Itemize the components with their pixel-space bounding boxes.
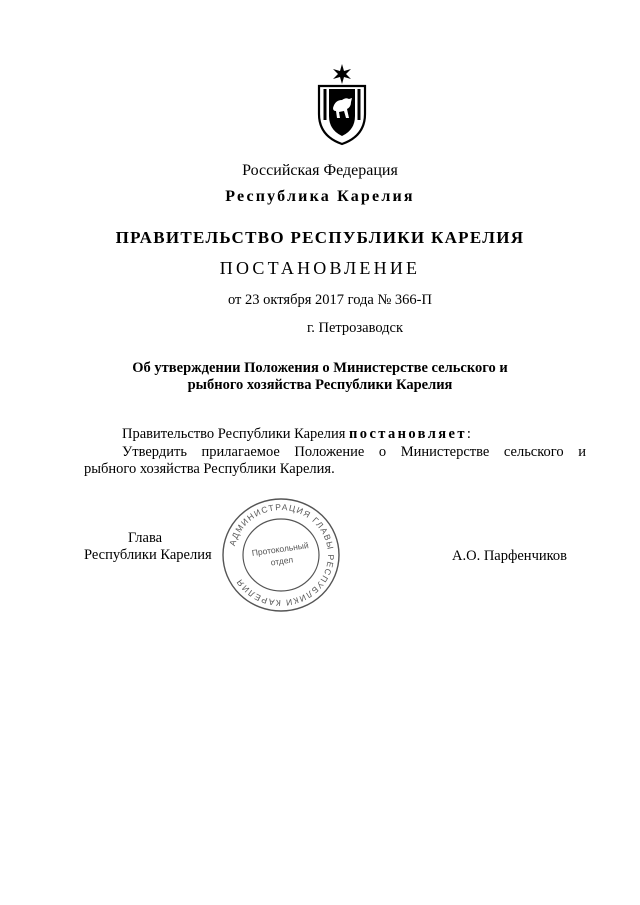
stamp-inner-text: Протокольный <box>251 540 310 558</box>
resolves-word: постановляет <box>349 426 467 442</box>
position-line: Глава <box>128 530 163 546</box>
republic-name: Республика Карелия <box>225 188 415 205</box>
resolution-line: Утвердить прилагаемое Положение о Министерстве сельского и <box>122 444 586 460</box>
stamp-inner-text: отдел <box>269 554 294 568</box>
document-title <box>0 360 640 394</box>
stamp-outer-text: АДМИНИСТРАЦИЯ ГЛАВЫ РЕСПУБЛИКИ КАРЕЛИЯ <box>227 501 337 609</box>
document-type: ПОСТАНОВЛЕНИЕ <box>219 258 421 278</box>
resolution-line: рыбного хозяйства Республики Карелия. <box>84 461 335 477</box>
document-title-line: рыбного хозяйства Республики Карелия <box>187 377 453 393</box>
document-city: г. Петрозаводск <box>306 320 404 336</box>
country-name: Российская Федерация <box>242 162 398 179</box>
document-date-number: от 23 октября 2017 года № 366-П <box>228 292 432 308</box>
document-title-line: Об утверждении Положения о Министерстве сельского и <box>132 360 508 376</box>
karelia-coat-of-arms-icon <box>311 62 373 146</box>
preamble-text: Правительство Республики Карелия <box>122 426 350 442</box>
government-name: ПРАВИТЕЛЬСТВО РЕСПУБЛИКИ КАРЕЛИЯ <box>115 228 525 247</box>
signatory-name: А.О. Парфенчиков <box>452 548 568 564</box>
position-line: Республики Карелия <box>84 547 212 563</box>
paragraph-resolution <box>84 444 586 478</box>
signatory-position <box>84 530 212 564</box>
official-stamp <box>220 496 342 614</box>
preamble-colon: : <box>466 426 471 442</box>
paragraph-preamble <box>84 426 586 443</box>
